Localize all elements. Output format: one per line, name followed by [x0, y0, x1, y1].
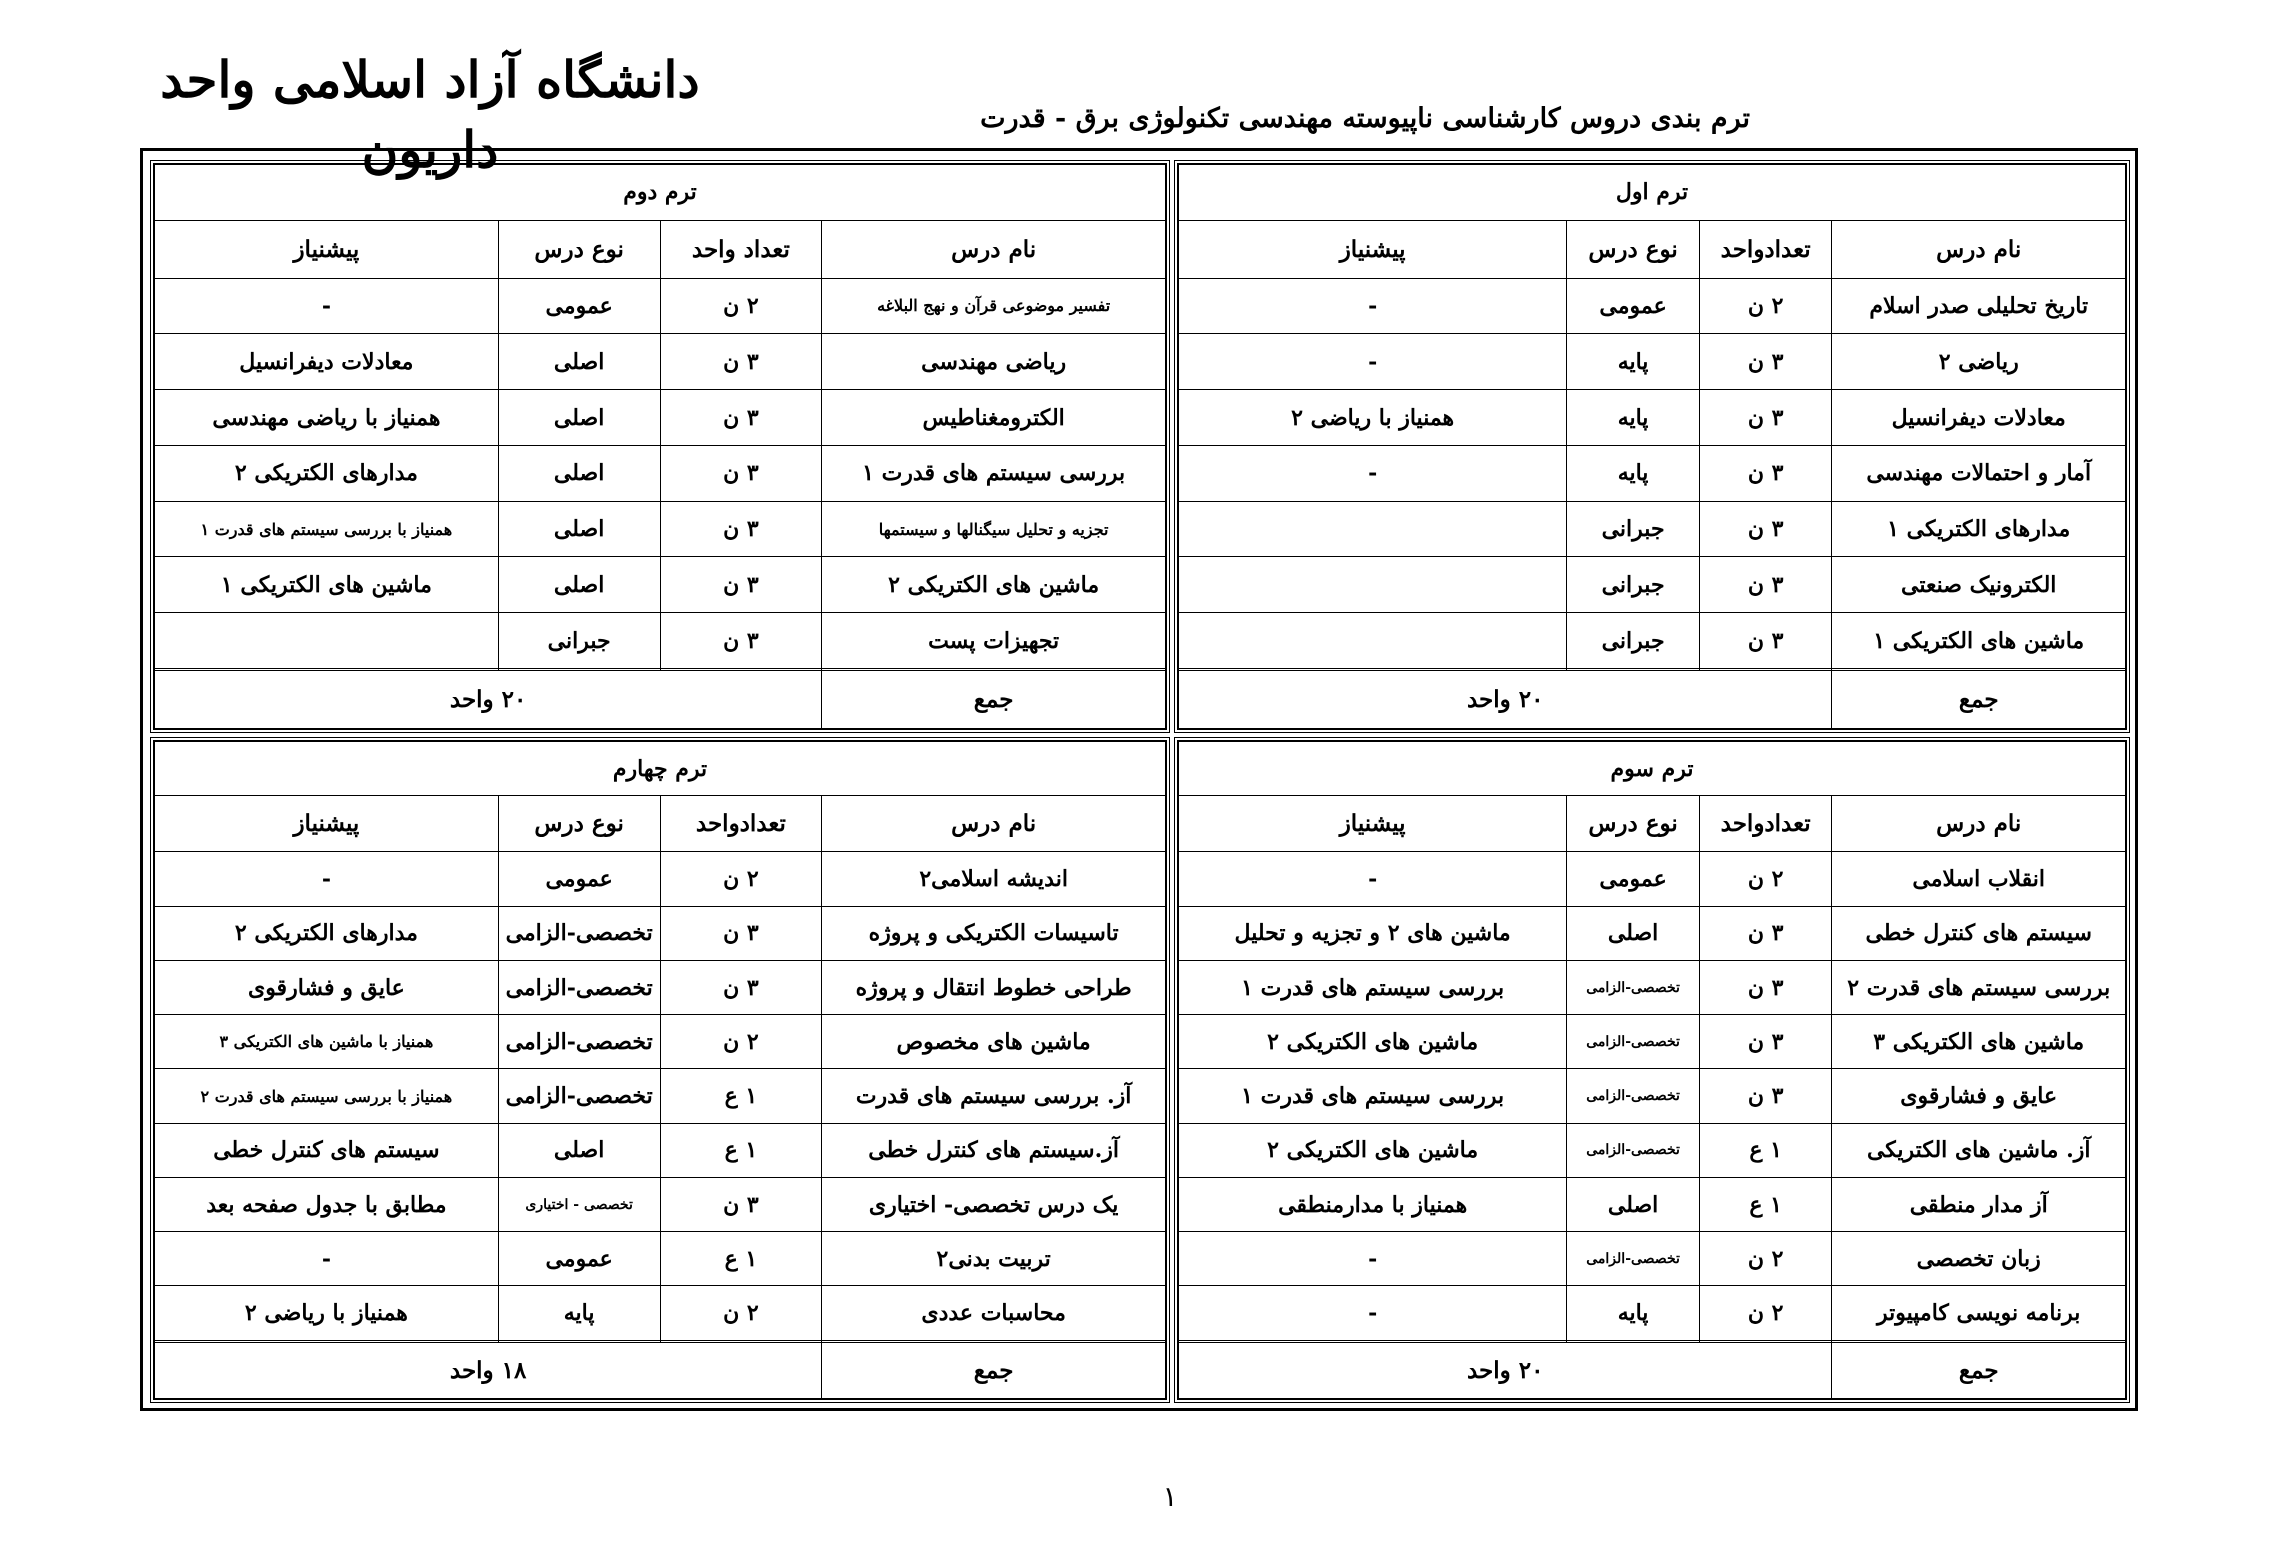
table-row — [1179, 390, 2126, 446]
course-name-cell: طراحی خطوط انتقال و پروژه — [822, 960, 1166, 1014]
units-cell: ۳ ن — [660, 390, 822, 446]
course-name-cell: برنامه نویسی کامپیوتر — [1832, 1286, 2126, 1340]
course-name-cell: عایق و فشارقوی — [1832, 1069, 2126, 1123]
course-type-cell: تخصصی-الزامی — [1567, 1069, 1700, 1123]
course-name-cell: تفسیر موضوعی قرآن و نهج البلاغه — [822, 278, 1166, 334]
table-row — [155, 1123, 1166, 1177]
prerequisite-cell: ماشین های ۲ و تجزیه و تحلیل — [1179, 906, 1567, 960]
table-row — [1179, 1069, 2126, 1123]
prerequisite-cell: سیستم های کنترل خطی — [155, 1123, 499, 1177]
table-row — [1179, 1286, 2126, 1340]
course-name-cell: اندیشه اسلامی۲ — [822, 852, 1166, 906]
table-row — [155, 557, 1166, 613]
prerequisite-cell: مدارهای الکتریکی ۲ — [155, 906, 499, 960]
prerequisite-cell: همنیاز با بررسی سیستم های قدرت ۱ — [155, 501, 499, 557]
prerequisite-cell: ماشین های الکتریکی ۲ — [1179, 1123, 1567, 1177]
table-row — [155, 1232, 1166, 1286]
column-header-row — [155, 220, 1166, 278]
course-type-cell: اصلی — [1567, 1177, 1700, 1231]
course-name-cell: الکترونیک صنعتی — [1832, 557, 2126, 613]
table-row — [155, 852, 1166, 906]
course-name-cell: تجزیه و تحلیل سیگنالها و سیستمها — [822, 501, 1166, 557]
units-cell: ۳ ن — [1699, 613, 1832, 669]
header-prerequisite: پیشنیاز — [155, 220, 499, 278]
table-row — [1179, 613, 2126, 669]
header-course-name: نام درس — [1832, 796, 2126, 852]
course-type-cell: عمومی — [1567, 852, 1700, 906]
course-name-cell: سیستم های کنترل خطی — [1832, 906, 2126, 960]
table-row — [1179, 278, 2126, 334]
units-cell: ۲ ن — [1699, 1286, 1832, 1340]
units-cell: ۲ ن — [660, 278, 822, 334]
header-prerequisite: پیشنیاز — [1179, 796, 1567, 852]
course-type-cell: تخصصی-الزامی — [498, 960, 660, 1014]
course-type-cell: پایه — [1567, 1286, 1700, 1340]
course-name-cell: آمار و احتمالات مهندسی — [1832, 445, 2126, 501]
table-row — [1179, 1123, 2126, 1177]
course-type-cell: پایه — [498, 1286, 660, 1340]
column-header-row — [155, 796, 1166, 852]
units-cell: ۲ ن — [660, 852, 822, 906]
prerequisite-cell: - — [1179, 278, 1567, 334]
course-name-cell: آز. بررسی سیستم های قدرت — [822, 1069, 1166, 1123]
table-row — [155, 501, 1166, 557]
prerequisite-cell: مدارهای الکتریکی ۲ — [155, 445, 499, 501]
course-name-cell: الکترومغناطیس — [822, 390, 1166, 446]
course-type-cell: جبرانی — [1567, 501, 1700, 557]
semester-table — [1178, 741, 2126, 1399]
course-type-cell: تخصصی-الزامی — [498, 906, 660, 960]
header-units: تعدادواحد — [1699, 796, 1832, 852]
units-cell: ۲ ن — [1699, 1232, 1832, 1286]
table-row — [1179, 1177, 2126, 1231]
page-number: ۱ — [1162, 1480, 1178, 1513]
table-row — [1179, 557, 2126, 613]
prerequisite-cell: - — [155, 278, 499, 334]
units-cell: ۳ ن — [1699, 1015, 1832, 1069]
units-cell: ۳ ن — [660, 960, 822, 1014]
header-course-name: نام درس — [822, 796, 1166, 852]
semester-title: ترم چهارم — [155, 742, 1166, 796]
semester-2-panel — [150, 160, 1170, 733]
prerequisite-cell: مطابق با جدول صفحه بعد — [155, 1177, 499, 1231]
course-type-cell: تخصصی-الزامی — [498, 1015, 660, 1069]
course-name-cell: ماشین های الکتریکی ۱ — [1832, 613, 2126, 669]
header-units: تعدادواحد — [1699, 220, 1832, 278]
course-type-cell: اصلی — [498, 557, 660, 613]
table-row — [155, 960, 1166, 1014]
header-course-type: نوع درس — [1567, 220, 1700, 278]
header-course-type: نوع درس — [498, 796, 660, 852]
prerequisite-cell: عایق و فشارقوی — [155, 960, 499, 1014]
prerequisite-cell — [155, 613, 499, 669]
units-cell: ۳ ن — [660, 1177, 822, 1231]
units-cell: ۳ ن — [660, 906, 822, 960]
semester-title-row — [1179, 742, 2126, 796]
course-type-cell: اصلی — [498, 445, 660, 501]
semester-title-row — [1179, 165, 2126, 221]
semester-title: ترم سوم — [1179, 742, 2126, 796]
header-course-type: نوع درس — [498, 220, 660, 278]
course-type-cell: تخصصی-الزامی — [1567, 1015, 1700, 1069]
semester-3-panel — [1174, 737, 2130, 1403]
prerequisite-cell: - — [1179, 334, 1567, 390]
course-name-cell: بررسی سیستم های قدرت ۲ — [1832, 960, 2126, 1014]
course-name-cell: محاسبات عددی — [822, 1286, 1166, 1340]
table-row — [155, 334, 1166, 390]
semester-1-panel — [1174, 160, 2130, 733]
header-units: تعدادواحد — [660, 796, 822, 852]
prerequisite-cell — [1179, 557, 1567, 613]
course-type-cell: تخصصی - اختیاری — [498, 1177, 660, 1231]
course-name-cell: ریاضی مهندسی — [822, 334, 1166, 390]
units-cell: ۳ ن — [1699, 390, 1832, 446]
course-type-cell: تخصصی-الزامی — [1567, 1232, 1700, 1286]
course-type-cell: جبرانی — [498, 613, 660, 669]
units-cell: ۳ ن — [1699, 906, 1832, 960]
course-type-cell: جبرانی — [1567, 613, 1700, 669]
semester-table — [154, 741, 1166, 1399]
semester-title: ترم اول — [1179, 165, 2126, 221]
total-label: جمع — [822, 671, 1166, 729]
table-row — [155, 613, 1166, 669]
table-row — [1179, 906, 2126, 960]
course-name-cell: تربیت بدنی۲ — [822, 1232, 1166, 1286]
course-type-cell: جبرانی — [1567, 557, 1700, 613]
units-cell: ۳ ن — [1699, 557, 1832, 613]
table-row — [1179, 334, 2126, 390]
course-type-cell: عمومی — [498, 278, 660, 334]
course-type-cell: تخصصی-الزامی — [498, 1069, 660, 1123]
header-course-type: نوع درس — [1567, 796, 1700, 852]
units-cell: ۳ ن — [660, 445, 822, 501]
university-logo: دانشگاه آزاد اسلامی واحد داریون — [160, 50, 700, 179]
course-type-cell: پایه — [1567, 390, 1700, 446]
header-prerequisite: پیشنیاز — [1179, 220, 1567, 278]
column-header-row — [1179, 220, 2126, 278]
course-name-cell: ماشین های الکتریکی ۲ — [822, 557, 1166, 613]
semester-title-row — [155, 742, 1166, 796]
semester-table — [154, 164, 1166, 729]
column-header-row — [1179, 796, 2126, 852]
course-name-cell: معادلات دیفرانسیل — [1832, 390, 2126, 446]
header-units: تعداد واحد — [660, 220, 822, 278]
prerequisite-cell: ماشین های الکتریکی ۲ — [1179, 1015, 1567, 1069]
course-type-cell: پایه — [1567, 334, 1700, 390]
prerequisite-cell: - — [1179, 852, 1567, 906]
table-row — [1179, 852, 2126, 906]
course-name-cell: تاسیسات الکتریکی و پروژه — [822, 906, 1166, 960]
table-row — [1179, 1232, 2126, 1286]
units-cell: ۱ ع — [660, 1069, 822, 1123]
prerequisite-cell: - — [1179, 445, 1567, 501]
units-cell: ۲ ن — [1699, 278, 1832, 334]
prerequisite-cell: - — [1179, 1286, 1567, 1340]
total-row — [1179, 671, 2126, 729]
units-cell: ۳ ن — [660, 557, 822, 613]
prerequisite-cell: همنیاز با ماشین های الکتریکی ۳ — [155, 1015, 499, 1069]
prerequisite-cell: - — [1179, 1232, 1567, 1286]
table-row — [155, 1015, 1166, 1069]
total-label: جمع — [822, 1342, 1166, 1398]
course-name-cell: انقلاب اسلامی — [1832, 852, 2126, 906]
table-row — [1179, 445, 2126, 501]
table-row — [155, 278, 1166, 334]
table-row — [155, 1177, 1166, 1231]
table-row — [155, 906, 1166, 960]
prerequisite-cell: - — [155, 852, 499, 906]
course-name-cell: تجهیزات پست — [822, 613, 1166, 669]
prerequisite-cell — [1179, 501, 1567, 557]
table-row — [155, 390, 1166, 446]
course-type-cell: عمومی — [498, 852, 660, 906]
course-type-cell: پایه — [1567, 445, 1700, 501]
units-cell: ۳ ن — [1699, 960, 1832, 1014]
units-cell: ۳ ن — [1699, 501, 1832, 557]
table-row — [1179, 1015, 2126, 1069]
header-course-name: نام درس — [1832, 220, 2126, 278]
table-row — [1179, 501, 2126, 557]
course-type-cell: عمومی — [498, 1232, 660, 1286]
prerequisite-cell: - — [155, 1232, 499, 1286]
units-cell: ۱ ع — [1699, 1123, 1832, 1177]
course-type-cell: اصلی — [498, 1123, 660, 1177]
total-label: جمع — [1832, 671, 2126, 729]
course-type-cell: اصلی — [1567, 906, 1700, 960]
prerequisite-cell: معادلات دیفرانسیل — [155, 334, 499, 390]
course-type-cell: تخصصی-الزامی — [1567, 1123, 1700, 1177]
units-cell: ۱ ع — [660, 1123, 822, 1177]
prerequisite-cell — [1179, 613, 1567, 669]
prerequisite-cell: همنیاز با ریاضی ۲ — [1179, 390, 1567, 446]
prerequisite-cell: ماشین های الکتریکی ۱ — [155, 557, 499, 613]
units-cell: ۲ ن — [660, 1286, 822, 1340]
units-cell: ۳ ن — [660, 334, 822, 390]
total-units: ۲۰ واحد — [1179, 671, 1832, 729]
table-row — [155, 1069, 1166, 1123]
units-cell: ۱ ع — [660, 1232, 822, 1286]
course-name-cell: ماشین های مخصوص — [822, 1015, 1166, 1069]
table-row — [155, 1286, 1166, 1340]
total-units: ۲۰ واحد — [155, 671, 822, 729]
prerequisite-cell: همنیاز با ریاضی مهندسی — [155, 390, 499, 446]
course-name-cell: آز مدار منطقی — [1832, 1177, 2126, 1231]
course-name-cell: ماشین های الکتریکی ۳ — [1832, 1015, 2126, 1069]
semester-title-row — [155, 165, 1166, 221]
course-name-cell: بررسی سیستم های قدرت ۱ — [822, 445, 1166, 501]
semester-title: ترم دوم — [155, 165, 1166, 221]
course-type-cell: تخصصی-الزامی — [1567, 960, 1700, 1014]
table-row — [1179, 960, 2126, 1014]
prerequisite-cell: بررسی سیستم های قدرت ۱ — [1179, 1069, 1567, 1123]
table-row — [155, 445, 1166, 501]
course-name-cell: ریاضی ۲ — [1832, 334, 2126, 390]
units-cell: ۳ ن — [1699, 445, 1832, 501]
course-name-cell: مدارهای الکتریکی ۱ — [1832, 501, 2126, 557]
document-title: ترم بندی دروس کارشناسی ناپیوسته مهندسی تکنولوژی برق - قدرت — [980, 103, 1750, 134]
course-type-cell: اصلی — [498, 334, 660, 390]
prerequisite-cell: همنیاز با مدارمنطقی — [1179, 1177, 1567, 1231]
semester-4-panel — [150, 737, 1170, 1403]
course-name-cell: یک درس تخصصی- اختیاری — [822, 1177, 1166, 1231]
units-cell: ۳ ن — [660, 501, 822, 557]
course-name-cell: زبان تخصصی — [1832, 1232, 2126, 1286]
course-name-cell: آز. ماشین های الکتریکی — [1832, 1123, 2126, 1177]
header-prerequisite: پیشنیاز — [155, 796, 499, 852]
total-units: ۱۸ واحد — [155, 1342, 822, 1398]
units-cell: ۳ ن — [1699, 1069, 1832, 1123]
prerequisite-cell: همنیاز با ریاضی ۲ — [155, 1286, 499, 1340]
course-name-cell: تاریخ تحلیلی صدر اسلام — [1832, 278, 2126, 334]
course-name-cell: آز.سیستم های کنترل خطی — [822, 1123, 1166, 1177]
units-cell: ۲ ن — [1699, 852, 1832, 906]
total-label: جمع — [1832, 1342, 2126, 1398]
course-type-cell: اصلی — [498, 390, 660, 446]
prerequisite-cell: بررسی سیستم های قدرت ۱ — [1179, 960, 1567, 1014]
prerequisite-cell: همنیاز با بررسی سیستم های قدرت ۲ — [155, 1069, 499, 1123]
course-type-cell: عمومی — [1567, 278, 1700, 334]
units-cell: ۳ ن — [660, 613, 822, 669]
units-cell: ۱ ع — [1699, 1177, 1832, 1231]
course-type-cell: اصلی — [498, 501, 660, 557]
total-row — [155, 671, 1166, 729]
total-row — [155, 1342, 1166, 1398]
total-row — [1179, 1342, 2126, 1398]
units-cell: ۳ ن — [1699, 334, 1832, 390]
total-units: ۲۰ واحد — [1179, 1342, 1832, 1398]
semester-table — [1178, 164, 2126, 729]
units-cell: ۲ ن — [660, 1015, 822, 1069]
header-course-name: نام درس — [822, 220, 1166, 278]
